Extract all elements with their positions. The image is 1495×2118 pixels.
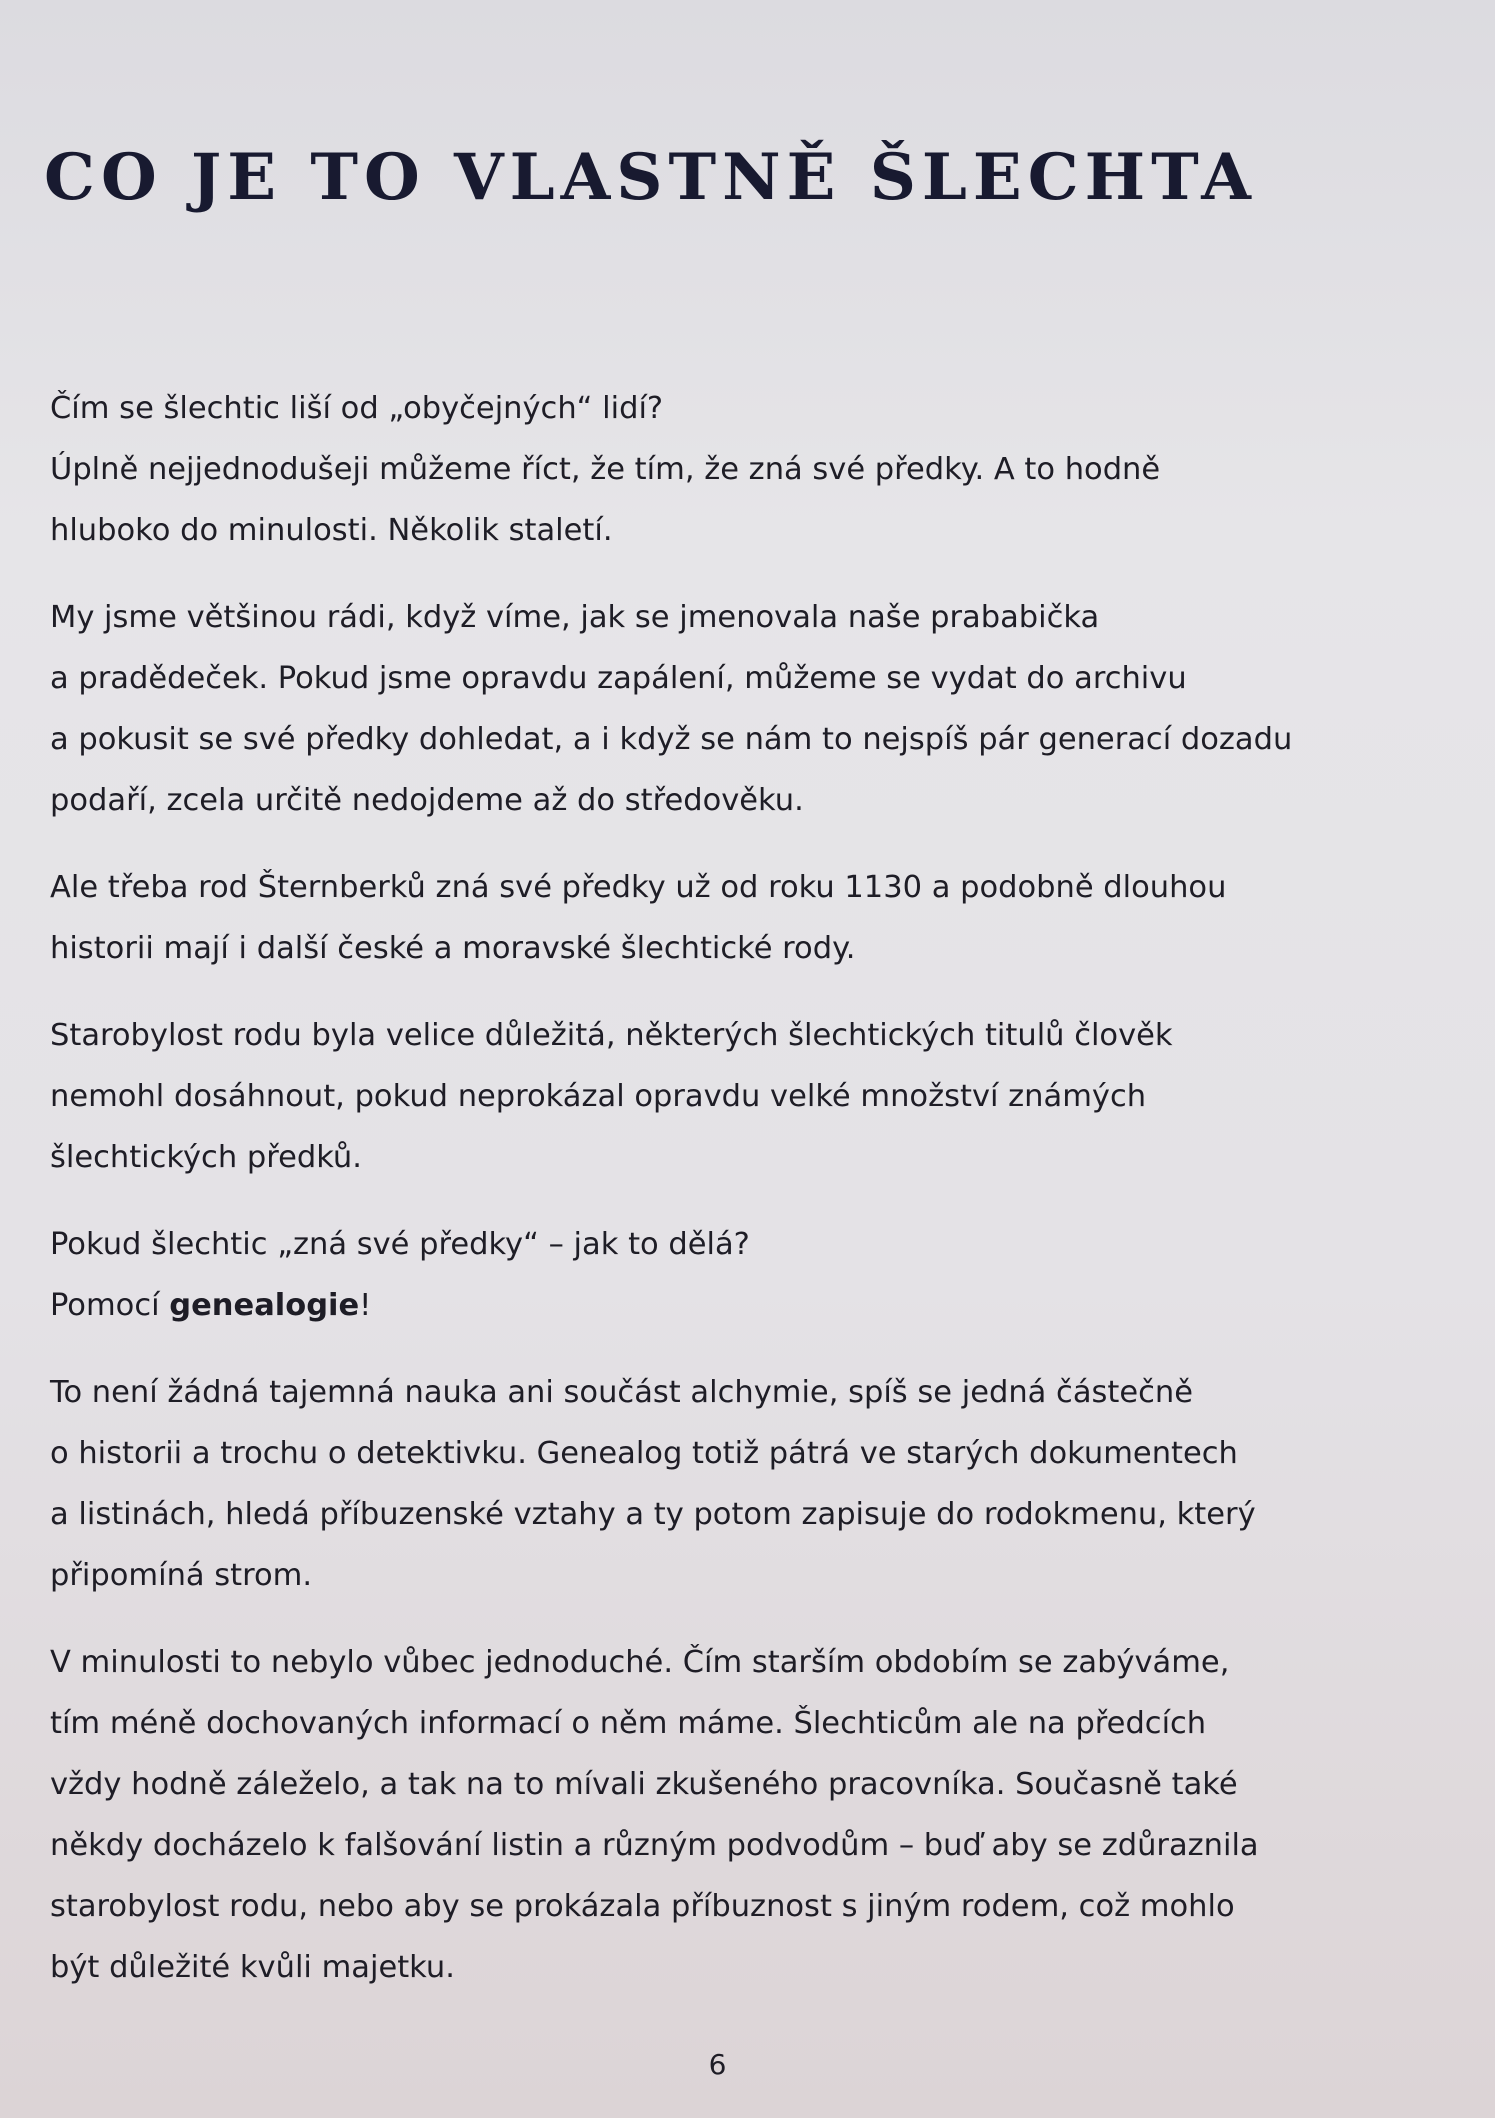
text-line: a pokusit se své předky dohledat, a i když se nám to nejspíš pár generací dozadu <box>50 722 1293 757</box>
text-line: My jsme většinou rádi, když víme, jak se jmenovala naše prababička <box>50 600 1100 635</box>
page-number: 6 <box>708 2048 727 2081</box>
text-line: a listinách, hledá příbuzenské vztahy a ty potom zapisuje do rodokmenu, který <box>50 1497 1256 1532</box>
text-line: šlechtických předků. <box>50 1140 362 1175</box>
paragraph <box>50 587 1390 831</box>
text-run: Pomocí <box>50 1288 170 1323</box>
text-line: tím méně dochovaných informací o něm máme. Šlechticům ale na předcích <box>50 1706 1207 1741</box>
paragraph <box>50 1632 1390 1998</box>
paragraph <box>50 378 1390 561</box>
text-line: vždy hodně záleželo, a tak na to mívali zkušeného pracovníka. Současně také <box>50 1767 1238 1802</box>
text-line: hluboko do minulosti. Několik staletí. <box>50 513 613 548</box>
page-title: CO JE TO VLASTNĚ ŠLECHTA <box>44 140 1257 215</box>
text-line: nemohl dosáhnout, pokud neprokázal opravdu velké množství známých <box>50 1079 1147 1114</box>
paragraph <box>50 1005 1390 1188</box>
text-line: podaří, zcela určitě nedojdeme až do středověku. <box>50 783 804 818</box>
text-line: Úplně nejjednodušeji můžeme říct, že tím, že zná své předky. A to hodně <box>50 452 1161 487</box>
text-line: Čím se šlechtic liší od „obyčejných“ lidí? <box>50 391 664 426</box>
text-line: Starobylost rodu byla velice důležitá, některých šlechtických titulů člověk <box>50 1018 1173 1053</box>
text-line: být důležité kvůli majetku. <box>50 1950 455 1985</box>
text-line: Pokud šlechtic „zná své předky“ – jak to dělá? <box>50 1227 750 1262</box>
text-line: někdy docházelo k falšování listin a různým podvodům – buď aby se zdůraznila <box>50 1828 1259 1863</box>
text-line: To není žádná tajemná nauka ani součást alchymie, spíš se jedná částečně <box>50 1375 1193 1410</box>
body-text <box>50 378 1390 2024</box>
paragraph <box>50 1214 1390 1336</box>
text-line: V minulosti to nebylo vůbec jednoduché. Čím starším obdobím se zabýváme, <box>50 1645 1230 1680</box>
text-line: o historii a trochu o detektivku. Genealog totiž pátrá ve starých dokumentech <box>50 1436 1238 1471</box>
text-line: Ale třeba rod Šternberků zná své předky už od roku 1130 a podobně dlouhou <box>50 870 1227 905</box>
bold-term-genealogie: genealogie <box>169 1288 360 1323</box>
text-line: historii mají i další české a moravské šlechtické rody. <box>50 931 856 966</box>
text-run: ! <box>359 1288 372 1323</box>
text-line <box>50 1275 1390 1336</box>
text-line: připomíná strom. <box>50 1558 313 1593</box>
text-line: a pradědeček. Pokud jsme opravdu zapálení, můžeme se vydat do archivu <box>50 661 1187 696</box>
paragraph <box>50 857 1390 979</box>
paragraph <box>50 1362 1390 1606</box>
text-line: starobylost rodu, nebo aby se prokázala příbuznost s jiným rodem, což mohlo <box>50 1889 1235 1924</box>
